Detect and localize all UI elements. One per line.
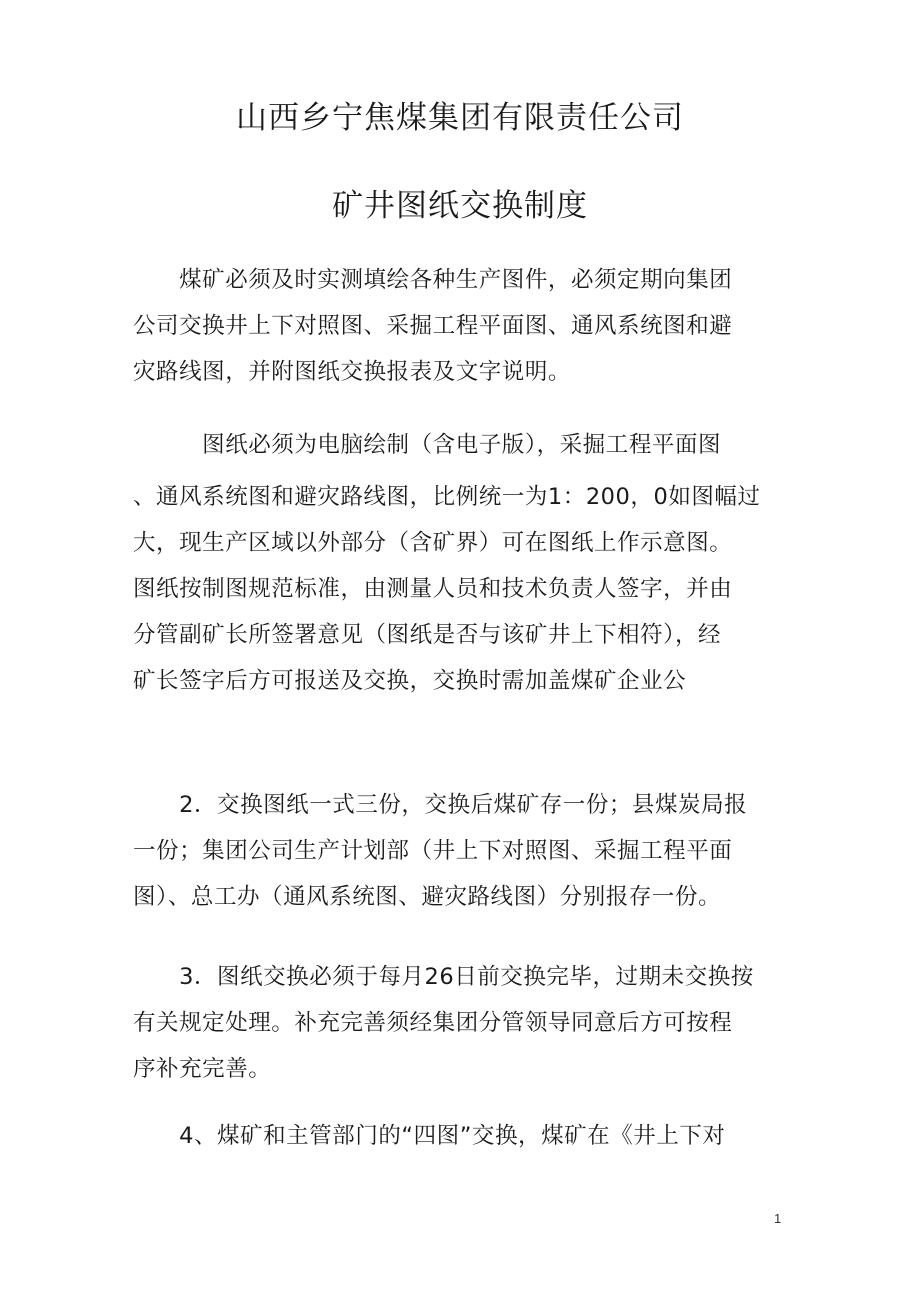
text-line: 序补充完善。 bbox=[133, 1056, 272, 1082]
text-line: 图）、总工办（通风系统图、避灾路线图）分别报存一份。 bbox=[133, 884, 722, 910]
text-line: 大，现生产区域以外部分（含矿界）可在图纸上作示意图。 bbox=[133, 530, 733, 556]
text-line: 矿长签字后方可报送及交换，交换时需加盖煤矿企业公 bbox=[133, 668, 687, 694]
page-number: 1 bbox=[774, 1211, 782, 1226]
text-line: 公司交换井上下对照图、采掘工程平面图、通风系统图和避 bbox=[133, 313, 733, 339]
text-line: 有关规定处理。补充完善须经集团分管领导同意后方可按程 bbox=[133, 1010, 733, 1036]
text-line: 分管副矿长所签署意见（图纸是否与该矿井上下相符），经 bbox=[133, 622, 722, 648]
text-line: 一份；集团公司生产计划部（井上下对照图、采掘工程平面 bbox=[133, 838, 733, 864]
text-line: 2．交换图纸一式三份，交换后煤矿存一份；县煤炭局报 bbox=[133, 792, 748, 818]
text-line: 图纸必须为电脑绘制（含电子版），采掘工程平面图 bbox=[133, 432, 722, 458]
document-title: 矿井图纸交换制度 bbox=[332, 188, 588, 224]
text-line: 灾路线图，并附图纸交换报表及文字说明。 bbox=[133, 359, 571, 385]
text-line: 4、煤矿和主管部门的“四图”交换，煤矿在《井上下对 bbox=[133, 1123, 726, 1149]
text-line: 煤矿必须及时实测填绘各种生产图件，必须定期向集团 bbox=[133, 267, 733, 293]
company-title: 山西乡宁焦煤集团有限责任公司 bbox=[236, 100, 684, 136]
text-line: 、通风系统图和避灾路线图，比例统一为1：200，0如图幅过 bbox=[133, 484, 761, 510]
text-line: 图纸按制图规范标准，由测量人员和技术负责人签字，并由 bbox=[133, 576, 733, 602]
text-line: 3．图纸交换必须于每月26日前交换完毕，过期未交换按 bbox=[133, 964, 754, 990]
